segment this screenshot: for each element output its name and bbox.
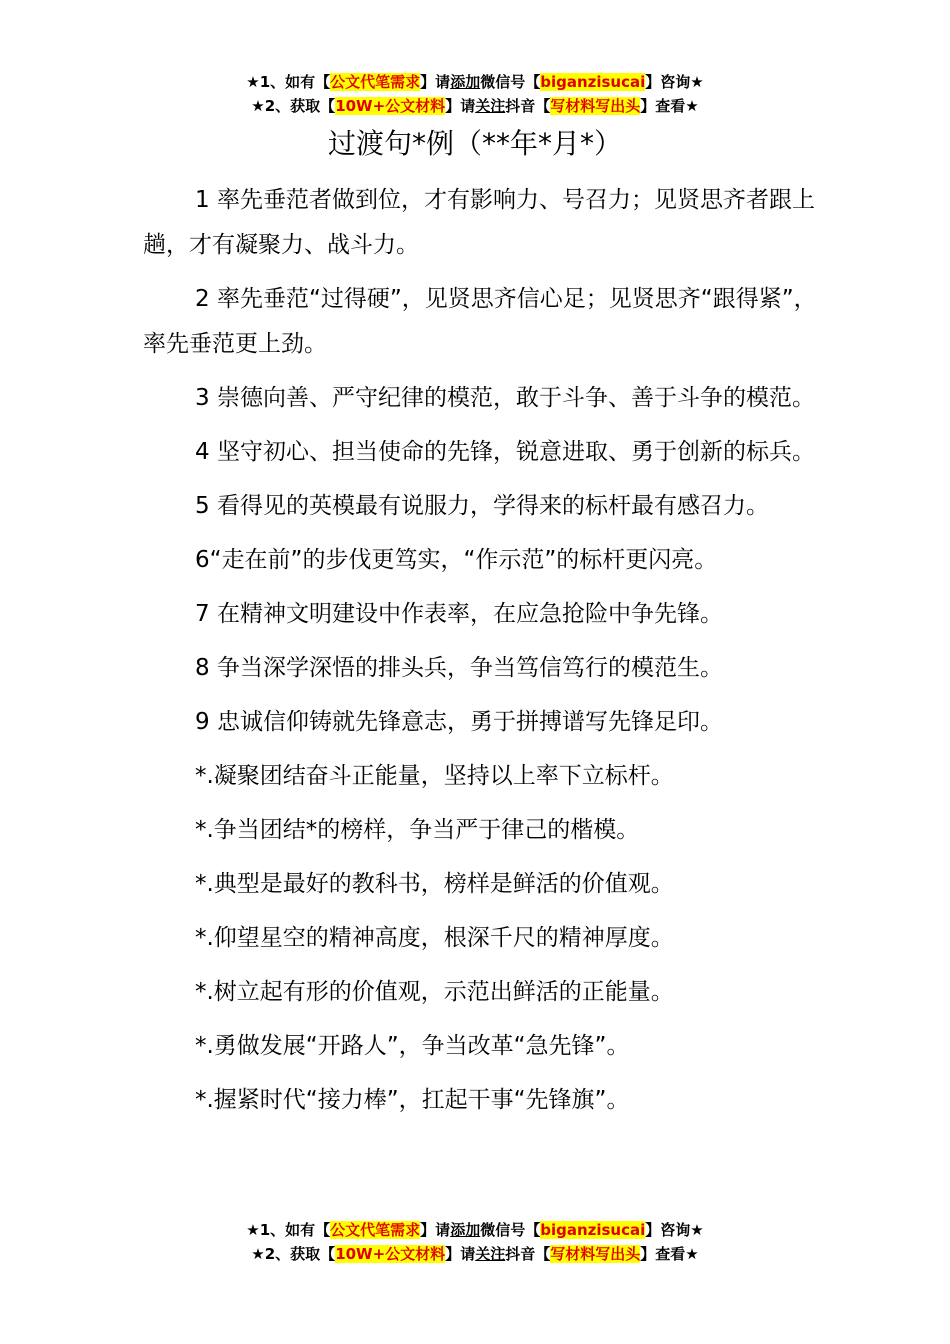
banner-text: 微信号【 (480, 73, 541, 91)
banner-highlight: 10W+公文材料 (335, 1245, 446, 1263)
document-title: 过渡句*例（**年*月*） (327, 127, 622, 160)
paragraph: 1 率先垂范者做到位，才有影响力、号召力；见贤思齐者跟上趟，才有凝聚力、战斗力。 (143, 187, 815, 258)
banner-highlight: 写材料写出头 (550, 1245, 641, 1263)
banner-text: 抖音【 (505, 1245, 551, 1263)
banner-text: ★2、获取【 (251, 97, 336, 115)
banner-text: 】请 (420, 1221, 451, 1239)
banner-highlight: 写材料写出头 (550, 97, 641, 115)
banner-highlight: 10W+公文材料 (335, 97, 446, 115)
paragraph: 7 在精神文明建设中作表率，在应急抢险中争先锋。 (195, 601, 723, 627)
document-body (143, 178, 823, 1132)
paragraph: *.争当团结*的榜样，争当严于律己的楷模。 (195, 817, 640, 843)
banner-underlined: 关注 (475, 97, 506, 115)
footer-banner (0, 1218, 950, 1266)
paragraph: *.树立起有形的价值观，示范出鲜活的正能量。 (195, 979, 674, 1005)
paragraph: *.凝聚团结奋斗正能量，坚持以上率下立标杆。 (195, 763, 674, 789)
banner-text: 微信号【 (480, 1221, 541, 1239)
paragraph: 5 看得见的英模最有说服力，学得来的标杆最有感召力。 (195, 493, 769, 519)
banner-line-2 (0, 94, 950, 118)
banner-underlined: 添加 (450, 1221, 481, 1239)
banner-text: ★1、如有【 (246, 73, 331, 91)
banner-highlight: 公文代笔需求 (330, 1221, 421, 1239)
banner-line-2 (0, 1242, 950, 1266)
banner-text: 】咨询★ (645, 1221, 704, 1239)
banner-highlight: biganzisucai (540, 1221, 646, 1239)
paragraph: 3 崇德向善、严守纪律的模范，敢于斗争、善于斗争的模范。 (195, 385, 815, 411)
banner-text: 】请 (445, 97, 476, 115)
banner-text: ★2、获取【 (251, 1245, 336, 1263)
banner-text: ★1、如有【 (246, 1221, 331, 1239)
banner-line-1 (0, 70, 950, 94)
paragraph: *.勇做发展“开路人”，争当改革“急先锋”。 (195, 1033, 630, 1059)
paragraph: 2 率先垂范“过得硬”，见贤思齐信心足；见贤思齐“跟得紧”，率先垂范更上劲。 (143, 286, 817, 357)
paragraph: 9 忠诚信仰铸就先锋意志，勇于拼搏谱写先锋足印。 (195, 709, 723, 735)
paragraph: *.握紧时代“接力棒”，扛起干事“先锋旗”。 (195, 1087, 630, 1113)
paragraph: 4 坚守初心、担当使命的先锋，锐意进取、勇于创新的标兵。 (195, 439, 815, 465)
header-banner (0, 70, 950, 118)
banner-underlined: 关注 (475, 1245, 506, 1263)
banner-highlight: biganzisucai (540, 73, 646, 91)
banner-highlight: 公文代笔需求 (330, 73, 421, 91)
paragraph: 6“走在前”的步伐更笃实，“作示范”的标杆更闪亮。 (195, 547, 718, 573)
banner-line-1 (0, 1218, 950, 1242)
paragraph: *.仰望星空的精神高度，根深千尺的精神厚度。 (195, 925, 674, 951)
banner-text: 】咨询★ (645, 73, 704, 91)
banner-text: 】查看★ (640, 97, 699, 115)
banner-text: 抖音【 (505, 97, 551, 115)
banner-underlined: 添加 (450, 73, 481, 91)
banner-text: 】查看★ (640, 1245, 699, 1263)
paragraph: 8 争当深学深悟的排头兵，争当笃信笃行的模范生。 (195, 655, 723, 681)
banner-text: 】请 (420, 73, 451, 91)
banner-text: 】请 (445, 1245, 476, 1263)
paragraph: *.典型是最好的教科书，榜样是鲜活的价值观。 (195, 871, 674, 897)
